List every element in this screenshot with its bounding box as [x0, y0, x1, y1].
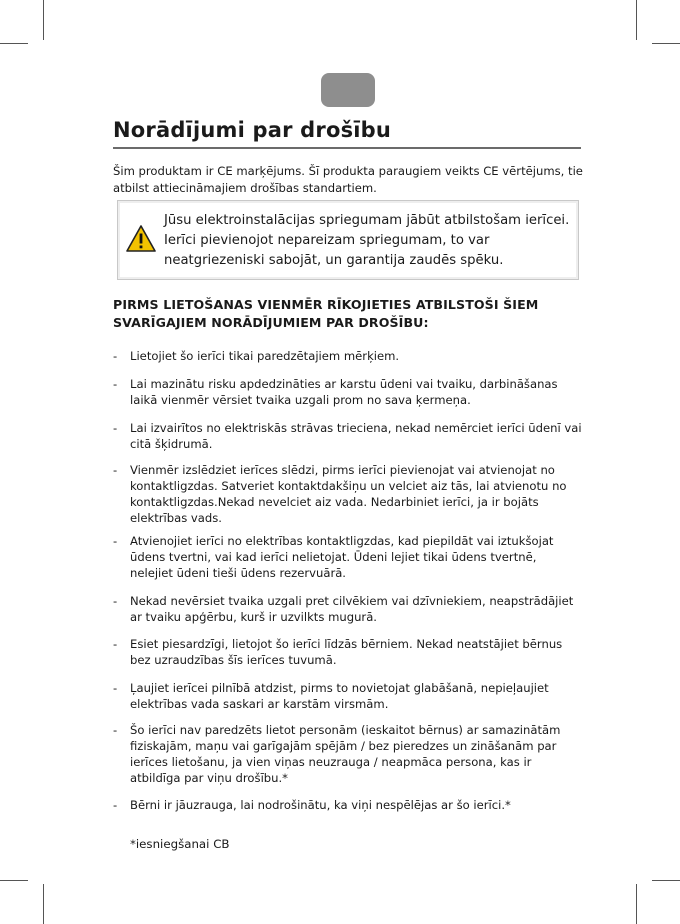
crop-mark: [43, 884, 44, 924]
section-heading: PIRMS LIETOŠANAS VIENMĒR RĪKOJIETIES ATBILSTOŠI ŠIEM SVARĪGAJIEM NORĀDĪJUMIEM PAR DROŠĪBU:: [113, 297, 539, 330]
bullet-dash: -: [113, 534, 118, 548]
list-item-text: Atvienojiet ierīci no elektrības kontaktligzdas, kad piepildāt vai iztukšojat ūdens tvertni, vai kad ierīci nelietojat. Ūdeni lejiet tikai ūdens tvertnē, nelejiet ūdeni tieši ūdens rezervuārā.: [130, 534, 554, 580]
list-item-text: Vienmēr izslēdziet ierīces slēdzi, pirms ierīci pievienojat vai atvienojat no kontaktligzdas. Satveriet kontaktdakšiņu un velciet aiz tās, lai atvienotu no kontaktligzdas.Nekad nevelciet aiz vada. Nedarbiniet ierīci, ja ir bojāts elektrības vads.: [130, 463, 567, 525]
list-item: [113, 533, 583, 581]
list-item-text: Lai mazinātu risku apdedzināties ar karstu ūdeni vai tvaiku, darbināšanas laikā vienmēr vērsiet tvaika uzgali prom no sava ķermeņa.: [130, 377, 558, 407]
crop-mark: [652, 43, 680, 44]
list-item: [113, 636, 583, 668]
list-item: [113, 722, 583, 786]
crop-mark: [636, 0, 637, 40]
list-item-text: Ļaujiet ierīcei pilnībā atdzist, pirms to novietojat glabāšanā, nepieļaujiet elektrības vada saskari ar karstām virsmām.: [130, 681, 549, 711]
list-item-text: Nekad nevērsiet tvaika uzgali pret cilvēkiem vai dzīvniekiem, neapstrādājiet ar tvaiku apģērbu, kurš ir uzvilkts mugurā.: [130, 594, 574, 624]
list-item: [113, 680, 583, 712]
bullet-dash: -: [113, 594, 118, 608]
list-item: [113, 593, 583, 625]
list-item-text: Lietojiet šo ierīci tikai paredzētajiem mērķiem.: [130, 349, 400, 363]
bullet-dash: -: [113, 798, 118, 812]
list-item: [113, 420, 583, 452]
bullet-dash: -: [113, 723, 118, 737]
crop-mark: [0, 880, 28, 881]
warning-text: Jūsu elektroinstalācijas spriegumam jābūt atbilstošam ierīcei. Ierīci pievienojot nepareizam spriegumam, to var neatgriezeniski sabojāt, un garantija zaudēs spēku.: [164, 213, 570, 268]
list-item: [113, 348, 583, 364]
list-item-text: Bērni ir jāuzrauga, lai nodrošinātu, ka viņi nespēlējas ar šo ierīci.*: [130, 798, 511, 812]
crop-mark: [0, 43, 28, 44]
intro-text: Šim produktam ir CE marķējums. Šī produkta paraugiem veikts CE vērtējums, tie atbilst attiecināmajiem drošības standartiem.: [113, 164, 583, 195]
crop-mark: [652, 880, 680, 881]
bullet-dash: -: [113, 421, 118, 435]
warning-box: [117, 200, 579, 280]
bullet-dash: -: [113, 463, 118, 477]
language-tab: [321, 73, 375, 107]
list-item: [113, 797, 583, 813]
bullet-dash: -: [113, 349, 118, 363]
crop-mark: [636, 884, 637, 924]
list-item: [113, 462, 583, 526]
bullet-dash: -: [113, 637, 118, 651]
crop-mark: [43, 0, 44, 40]
footnote: *iesniegšanai CB: [130, 837, 230, 851]
warning-triangle-icon: [126, 225, 156, 252]
bullet-dash: -: [113, 377, 118, 391]
list-item: [113, 376, 583, 408]
list-item-text: Šo ierīci nav paredzēts lietot personām (ieskaitot bērnus) ar samazinātām fiziskajām, maņu vai garīgajām spējām / bez pieredzes un zināšanām par ierīces lietošanu, ja vien viņas neuzrauga / neapmāca persona, kas ir atbildīga par viņu drošību.*: [130, 723, 561, 785]
title-divider: [113, 147, 581, 149]
list-item-text: Lai izvairītos no elektriskās strāvas trieciena, nekad nemērciet ierīci ūdenī vai citā šķidrumā.: [130, 421, 582, 451]
list-item-text: Esiet piesardzīgi, lietojot šo ierīci līdzās bērniem. Nekad neatstājiet bērnus bez uzraudzības šīs ierīces tuvumā.: [130, 637, 563, 667]
page-title: Norādījumi par drošību: [113, 118, 392, 142]
bullet-dash: -: [113, 681, 118, 695]
